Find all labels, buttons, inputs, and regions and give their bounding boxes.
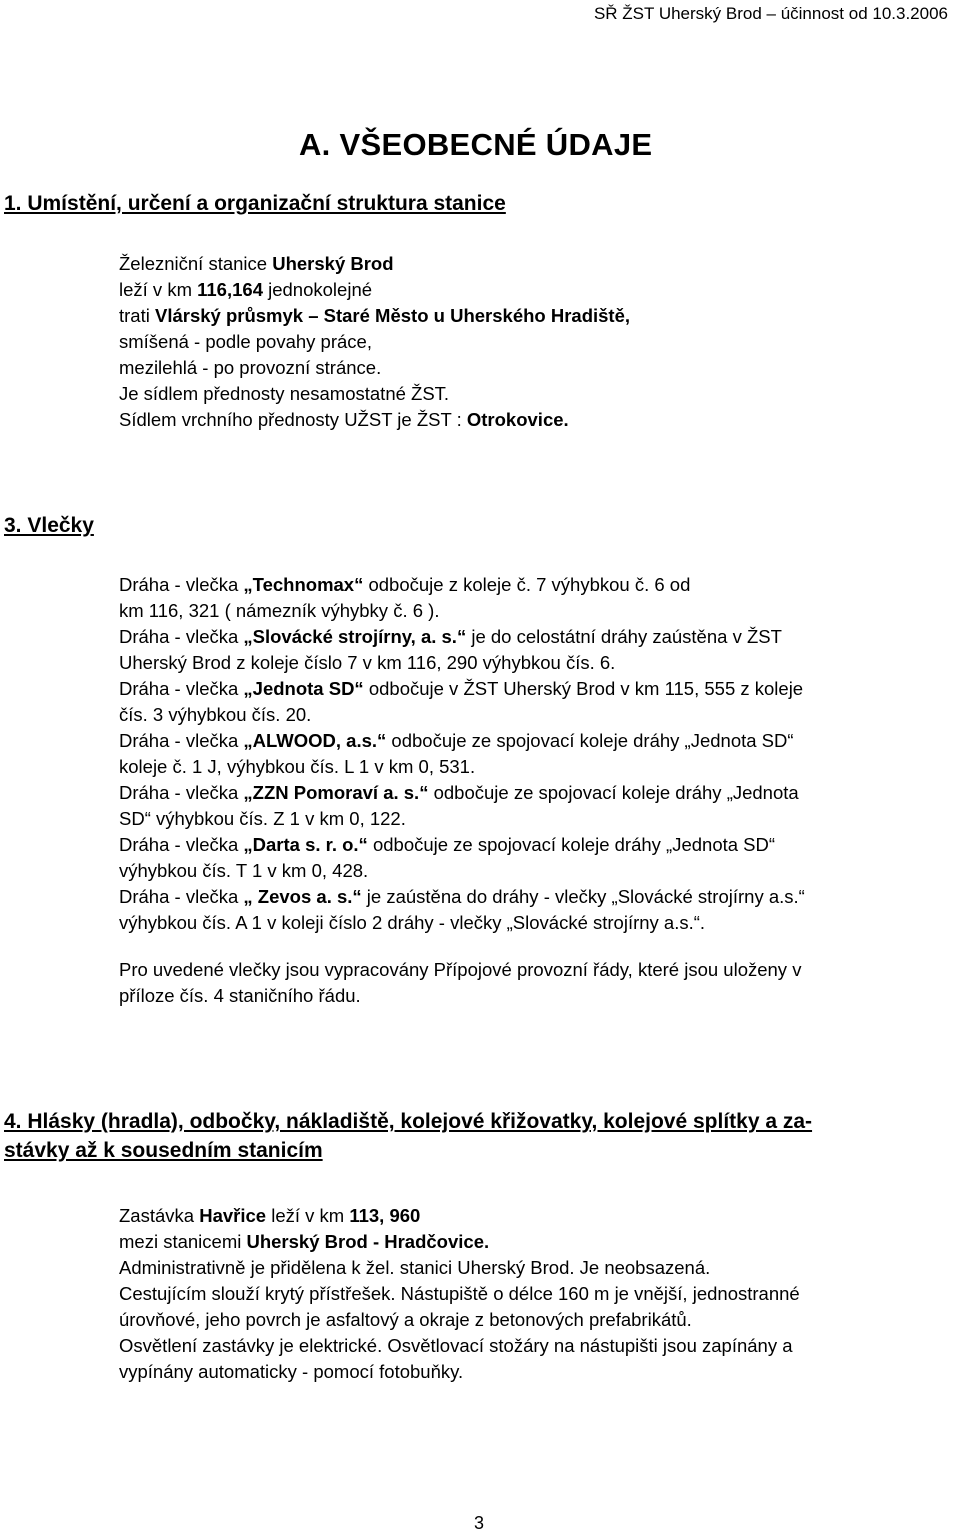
text-line xyxy=(119,728,805,754)
text-line xyxy=(119,1281,800,1307)
text: Sídlem vrchního přednosty UŽST je ŽST : xyxy=(119,409,467,430)
text-line xyxy=(119,832,805,858)
bold-text: „Darta s. r. o.“ xyxy=(243,834,368,855)
text: čís. 3 výhybkou čís. 20. xyxy=(119,704,312,725)
text: leží v km xyxy=(119,279,198,300)
text: Pro uvedené vlečky jsou vypracovány Přípojové provozní řády, které jsou uloženy v xyxy=(119,959,802,980)
bold-text: 116,164 xyxy=(197,279,263,300)
text: odbočuje z koleje č. 7 výhybkou č. 6 od xyxy=(363,574,691,595)
section-4-heading-line-1: 4. Hlásky (hradla), odbočky, nákladiště, kolejové křižovatky, kolejové splítky a za- xyxy=(4,1110,813,1133)
text-line xyxy=(119,806,805,832)
text-line xyxy=(119,884,805,910)
text: trati xyxy=(119,305,155,326)
text-line xyxy=(119,858,805,884)
section-3-body xyxy=(119,572,805,936)
text: Je sídlem přednosty nesamostatné ŽST. xyxy=(119,383,450,404)
text: Dráha - vlečka xyxy=(119,678,244,699)
text: Dráha - vlečka xyxy=(119,574,244,595)
text: odbočuje v ŽST Uherský Brod v km 115, 555 z koleje xyxy=(363,678,804,699)
text-line xyxy=(119,983,801,1009)
bold-text: Havřice xyxy=(199,1205,267,1226)
text-line xyxy=(119,407,630,433)
text-line xyxy=(119,957,801,983)
bold-text: „ZZN Pomoraví a. s.“ xyxy=(243,782,429,803)
text-line xyxy=(119,676,805,702)
text-line xyxy=(119,780,805,806)
bold-text: „ALWOOD, a.s.“ xyxy=(243,730,387,751)
text-line xyxy=(119,1255,800,1281)
text: odbočuje ze spojovací koleje dráhy „Jednota SD“ xyxy=(386,730,794,751)
text-line xyxy=(119,702,805,728)
bold-text: „Jednota SD“ xyxy=(243,678,364,699)
text-line xyxy=(119,251,630,277)
section-3-heading: 3. Vlečky xyxy=(4,514,94,537)
page-number: 3 xyxy=(474,1513,485,1533)
text-line xyxy=(119,1229,800,1255)
bold-text: „Slovácké strojírny, a. s.“ xyxy=(243,626,467,647)
text-line xyxy=(119,303,630,329)
text: Cestujícím slouží krytý přístřešek. Nástupiště o délce 160 m je vnější, jednostranné xyxy=(119,1283,800,1304)
text: výhybkou čís. T 1 v km 0, 428. xyxy=(119,860,369,881)
text: Dráha - vlečka xyxy=(119,886,244,907)
section-3-note xyxy=(119,957,801,1009)
text-line xyxy=(119,910,805,936)
bold-text: „ Zevos a. s.“ xyxy=(243,886,362,907)
bold-text: „Technomax“ xyxy=(243,574,364,595)
text-line xyxy=(119,329,630,355)
text: mezi stanicemi xyxy=(119,1231,247,1252)
bold-text: Otrokovice. xyxy=(466,409,569,430)
text: je zaústěna do dráhy - vlečky „Slovácké strojírny a.s.“ xyxy=(361,886,805,907)
text: Železniční stanice xyxy=(119,253,273,274)
bold-text: Vlárský průsmyk – Staré Město u Uherského Hradiště, xyxy=(154,305,631,326)
text: Dráha - vlečka xyxy=(119,730,244,751)
text: jednokolejné xyxy=(262,279,373,300)
bold-text: Uherský Brod - Hradčovice. xyxy=(246,1231,490,1252)
text: odbočuje ze spojovací koleje dráhy „Jednota SD“ xyxy=(367,834,776,855)
text: vypínány automaticky - pomocí fotobuňky. xyxy=(119,1361,464,1382)
text: Dráha - vlečka xyxy=(119,834,244,855)
text: koleje č. 1 J, výhybkou čís. L 1 v km 0, 531. xyxy=(119,756,476,777)
text: Dráha - vlečka xyxy=(119,782,244,803)
text: je do celostátní dráhy zaústěna v ŽST xyxy=(466,626,782,647)
text: odbočuje ze spojovací koleje dráhy „Jednota xyxy=(428,782,799,803)
text-line xyxy=(119,355,630,381)
document-title: A. VŠEOBECNÉ ÚDAJE xyxy=(299,127,653,162)
section-1-heading: 1. Umístění, určení a organizační struktura stanice xyxy=(4,192,506,215)
section-4-body xyxy=(119,1203,800,1385)
text: Uherský Brod z koleje číslo 7 v km 116, 290 výhybkou čís. 6. xyxy=(119,652,616,673)
text-line xyxy=(119,624,805,650)
text-line xyxy=(119,381,630,407)
text: Administrativně je přidělena k žel. stanici Uherský Brod. Je neobsazená. xyxy=(119,1257,711,1278)
section-1-body xyxy=(119,251,630,433)
text: výhybkou čís. A 1 v koleji číslo 2 dráhy - vlečky „Slovácké strojírny a.s.“. xyxy=(119,912,706,933)
text: Osvětlení zastávky je elektrické. Osvětlovací stožáry na nástupišti jsou zapínány a xyxy=(119,1335,793,1356)
section-4-heading-line-2: stávky až k sousedním stanicím xyxy=(4,1139,323,1162)
text: Dráha - vlečka xyxy=(119,626,244,647)
text: km 116, 321 ( námezník výhybky č. 6 ). xyxy=(119,600,440,621)
bold-text: Uherský Brod xyxy=(272,253,394,274)
text: úrovňové, jeho povrch je asfaltový a okraje z betonových prefabrikátů. xyxy=(119,1309,692,1330)
text-line xyxy=(119,1307,800,1333)
text: Zastávka xyxy=(119,1205,200,1226)
text: leží v km xyxy=(266,1205,350,1226)
text-line xyxy=(119,650,805,676)
text-line xyxy=(119,754,805,780)
bold-text: 113, 960 xyxy=(349,1205,421,1226)
text-line xyxy=(119,598,805,624)
text-line xyxy=(119,1333,800,1359)
page-header: SŘ ŽST Uherský Brod – účinnost od 10.3.2006 xyxy=(593,4,948,23)
text: SD“ výhybkou čís. Z 1 v km 0, 122. xyxy=(119,808,406,829)
text: příloze čís. 4 staničního řádu. xyxy=(119,985,361,1006)
text-line xyxy=(119,1359,800,1385)
text: smíšená - podle povahy práce, xyxy=(119,331,372,352)
text-line xyxy=(119,572,805,598)
text-line xyxy=(119,1203,800,1229)
text-line xyxy=(119,277,630,303)
text: mezilehlá - po provozní stránce. xyxy=(119,357,382,378)
